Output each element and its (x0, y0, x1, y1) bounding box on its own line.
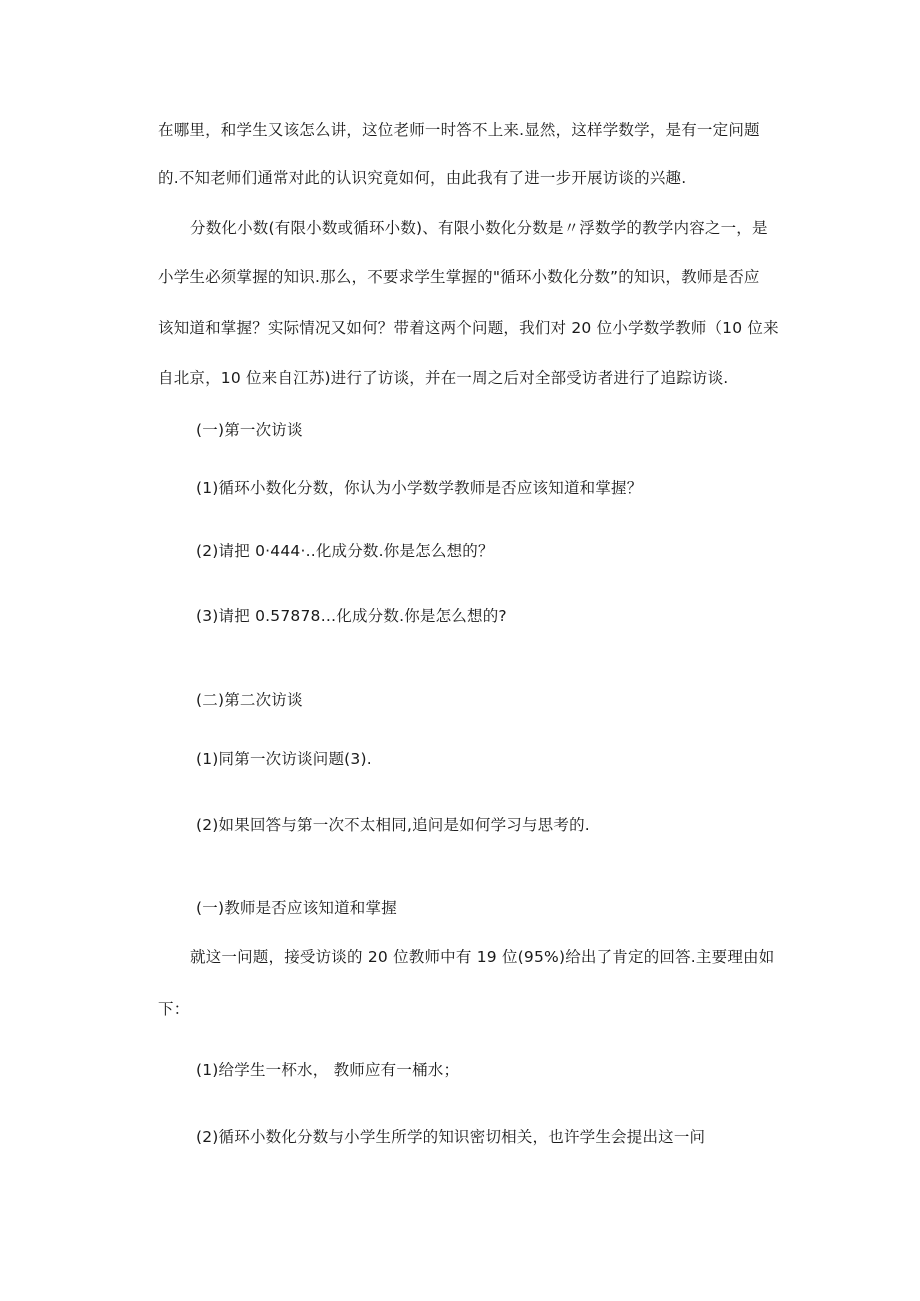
paragraph-2-line-3: 该知道和掌握？实际情况又如何？带着这两个问题，我们对 20 位小学数学教师（10 位来 (158, 319, 779, 337)
paragraph-2-line-1: 分数化小数(有限小数或循环小数)、有限小数化分数是〃浮数学的教学内容之一，是 (190, 219, 768, 237)
first-interview-heading: (一)第一次访谈 (196, 421, 303, 439)
first-interview-question-1: (1)循环小数化分数，你认为小学数学教师是否应该知道和掌握？ (196, 479, 643, 497)
first-interview-question-2: (2)请把 0·444·..化成分数.你是怎么想的？ (196, 542, 494, 560)
second-interview-question-1: (1)同第一次访谈问题(3). (196, 750, 372, 768)
result-section-heading: (一)教师是否应该知道和掌握 (196, 899, 397, 917)
paragraph-1-line-1: 在哪里，和学生又该怎么讲，这位老师一时答不上来.显然，这样学数学，是有一定问题 (158, 121, 760, 139)
result-reason-2: (2)循环小数化分数与小学生所学的知识密切相关，也许学生会提出这一问 (196, 1128, 706, 1146)
second-interview-heading: (二)第二次访谈 (196, 691, 303, 709)
result-paragraph-line-2: 下： (158, 1000, 190, 1018)
result-paragraph-line-1: 就这一问题，接受访谈的 20 位教师中有 19 位(95%)给出了肯定的回答.主要理由如 (190, 948, 775, 966)
paragraph-1-line-2: 的.不知老师们通常对此的认识究竟如何，由此我有了进一步开展访谈的兴趣. (158, 169, 687, 187)
result-reason-1: (1)给学生一杯水， 教师应有一桶水； (196, 1061, 460, 1079)
second-interview-question-2: (2)如果回答与第一次不太相同,追问是如何学习与思考的. (196, 816, 590, 834)
paragraph-2-line-2: 小学生必须掌握的知识.那么，不要求学生掌握的"循环小数化分数”的知识，教师是否应 (158, 268, 760, 286)
first-interview-question-3: (3)请把 0.57878…化成分数.你是怎么想的? (196, 607, 507, 625)
paragraph-2-line-4: 自北京，10 位来自江苏)进行了访谈，并在一周之后对全部受访者进行了追踪访谈. (158, 369, 729, 387)
